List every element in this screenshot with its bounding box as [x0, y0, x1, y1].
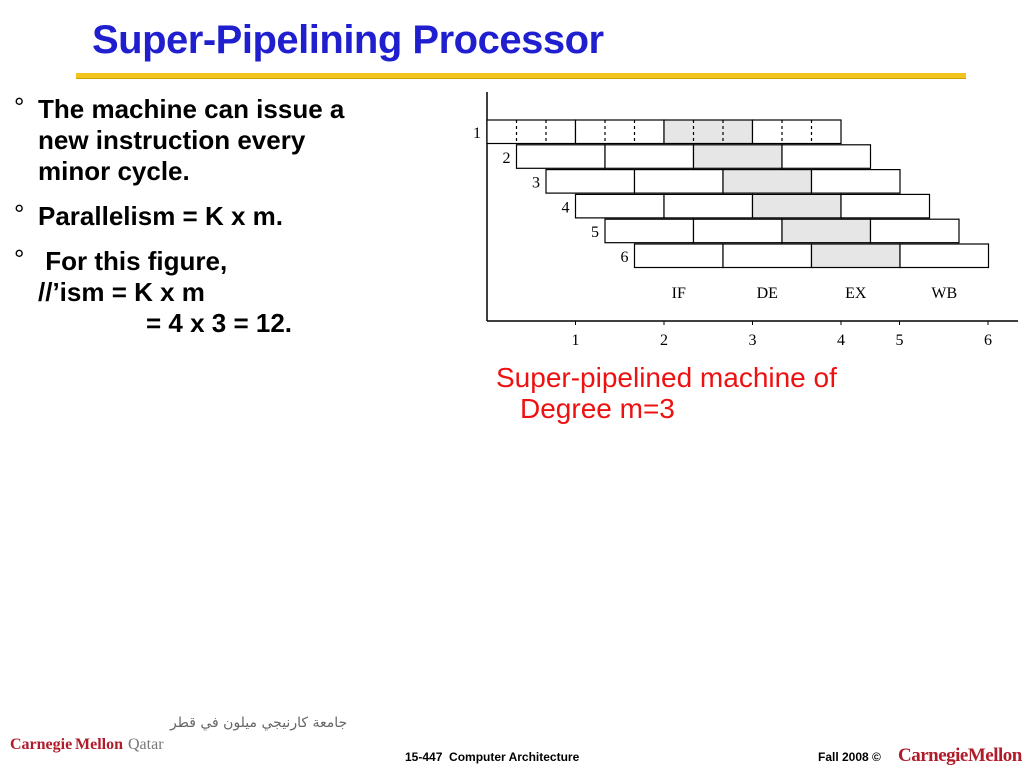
svg-text:Carnegie: Carnegie — [10, 736, 73, 753]
stage-box — [576, 194, 665, 218]
bullet-parallelism — [14, 201, 454, 232]
cmu-logo: CarnegieMellon — [898, 745, 1022, 766]
pipeline-diagram — [456, 88, 1022, 354]
instruction-label: 6 — [620, 249, 629, 266]
stage-box — [635, 170, 724, 194]
bullet-mark: ° — [14, 199, 25, 229]
bullet-text: minor cycle. — [38, 156, 190, 186]
bullet-mark: ° — [14, 92, 25, 122]
stage-box — [841, 194, 930, 218]
bullet-text: = 4 x 3 = 12. — [146, 308, 293, 338]
instruction-label: 1 — [473, 125, 481, 142]
instruction-label: 2 — [502, 149, 511, 167]
stage-box — [812, 244, 901, 268]
svg-text:Mellon: Mellon — [75, 736, 123, 753]
bullet-issue — [14, 94, 454, 187]
bullet-mark: ° — [14, 244, 25, 274]
stage-box — [635, 244, 724, 268]
bullet-figure — [14, 246, 454, 339]
instruction-label: 3 — [532, 174, 540, 192]
stage-box — [694, 219, 783, 243]
stage-box — [723, 170, 812, 194]
footer-date: Fall 2008 © — [818, 750, 881, 764]
svg-text:جامعة كارنيجي ميلون في قطر: جامعة كارنيجي ميلون في قطر — [170, 715, 348, 731]
bullet-text: For this figure, — [38, 246, 228, 276]
stage-label: WB — [931, 285, 958, 302]
slide-title: Super-Pipelining Processor — [92, 18, 604, 62]
stage-box — [517, 145, 606, 169]
stage-box — [546, 170, 635, 194]
instruction-label: 4 — [561, 199, 570, 217]
cmu-qatar-logo — [8, 710, 348, 754]
stage-box — [812, 170, 901, 194]
footer-course: 15-447 Computer Architecture — [405, 750, 580, 764]
stage-box — [782, 219, 871, 243]
axis-tick-label: 2 — [660, 332, 668, 349]
stage-box — [723, 244, 812, 268]
axis-tick-label: 4 — [837, 332, 845, 349]
instruction-label: 5 — [591, 224, 599, 242]
stage-box — [664, 120, 753, 144]
axis-tick-label: 5 — [895, 332, 904, 349]
svg-text:Qatar: Qatar — [128, 736, 164, 753]
stage-box — [871, 219, 960, 243]
title-rule — [76, 73, 966, 79]
bullet-text: new instruction every — [38, 125, 306, 155]
caption-line: Degree m=3 — [520, 393, 675, 424]
stage-box — [605, 219, 694, 243]
bullet-text: The machine can issue a — [38, 94, 345, 124]
stage-box — [664, 194, 753, 218]
stage-label: EX — [845, 285, 867, 302]
diagram-caption — [496, 362, 837, 424]
stage-box — [782, 145, 871, 169]
stage-box — [753, 120, 842, 144]
axis-tick-label: 1 — [571, 332, 580, 349]
axis-tick-label: 6 — [984, 332, 992, 349]
bullet-text: //’ism = K x m — [38, 277, 205, 307]
stage-box — [487, 120, 576, 144]
caption-line: Super-pipelined machine of — [496, 362, 837, 393]
stage-box — [694, 145, 783, 169]
stage-box — [605, 145, 694, 169]
stage-label: DE — [756, 285, 778, 302]
stage-box — [900, 244, 989, 268]
stage-label: IF — [671, 285, 686, 302]
bullet-list — [14, 94, 454, 353]
stage-box — [576, 120, 665, 144]
bullet-text: Parallelism = K x m. — [38, 201, 283, 231]
stage-box — [753, 194, 842, 218]
axis-tick-label: 3 — [748, 332, 757, 349]
